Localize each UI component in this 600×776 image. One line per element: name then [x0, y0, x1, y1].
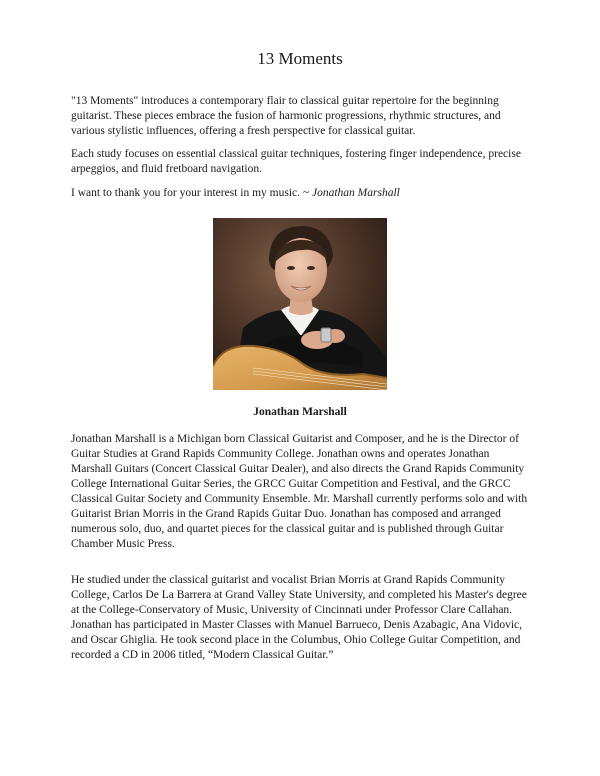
bio-paragraph-2: He studied under the classical guitarist and vocalist Brian Morris at Grand Rapids Community College, Carlos De La Barrera at Grand Valley State University, and completed his Master's degree at the College-Conservatory of Music, University of Cincinnati under Professor Clare Callahan. Jonathan has participated in Master Classes with Manuel Barrueco, Denis Azabagic, Ana Vidovic, and Oscar Ghiglia. He took second place in the Columbus, Ohio College Guitar Competition, and recorded a CD in 2006 titled, “Modern Classical Guitar.” [71, 574, 527, 661]
thanks-signature: Jonathan Marshall [311, 187, 400, 199]
bio-paragraph-1: Jonathan Marshall is a Michigan born Classical Guitarist and Composer, and he is the Director of Guitar Studies at Grand Rapids Community College. Jonathan owns and operates Jonathan Marshall Guitars (Concert Classical Guitar Dealer), and also directs the Grand Rapids Community College International Guitar Series, the GRCC Guitar Competition and Festival, and the GRCC Classical Guitar Society and Community Ensemble. Mr. Marshall currently performs solo and with Guitarist Brian Morris in the Grand Rapids Guitar Duo. Jonathan has composed and arranged numerous solo, duo, and quartet pieces for the classical guitar and is published through Guitar Chamber Music Press. [71, 433, 528, 550]
page-title: 13 Moments [257, 49, 343, 68]
portrait-photo [213, 218, 387, 390]
intro-paragraph-1: "13 Moments" introduces a contemporary flair to classical guitar repertoire for the beginning guitarist. These pieces embrace the fusion of harmonic progressions, rhythmic structures, and various stylistic influences, offering a fresh perspective for classical guitar. [71, 95, 501, 137]
photo-caption: Jonathan Marshall [253, 406, 347, 418]
thanks-text: I want to thank you for your interest in my music. ~ [71, 187, 312, 199]
portrait-illustration [213, 218, 387, 390]
thanks-line [71, 186, 533, 201]
intro-paragraph-2: Each study focuses on essential classical guitar techniques, fostering finger independence, precise arpeggios, and fluid fretboard navigation. [71, 148, 521, 175]
